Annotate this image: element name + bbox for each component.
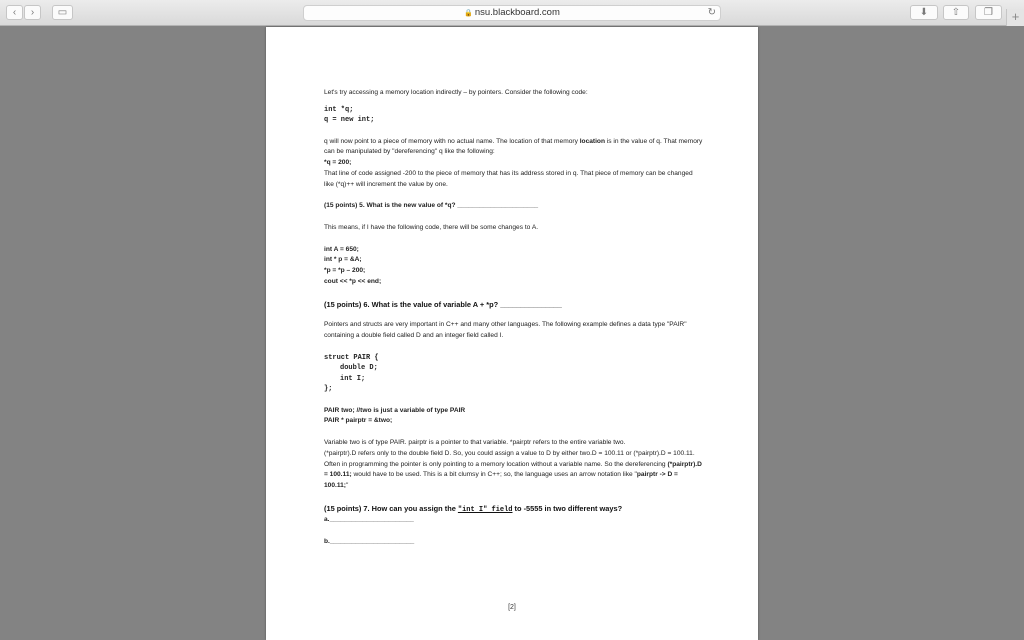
reload-icon[interactable]: ↻ bbox=[707, 7, 716, 18]
structs-text: Pointers and structs are very important in C++ and many other languages. The following example defines a data type "PAIR" containing a double field called D and an integer field called I. bbox=[324, 321, 687, 340]
variable-text: Variable two is of type PAIR. pairptr is a pointer to that variable. *pairptr refers to the entire variable two. bbox=[324, 438, 626, 446]
plus-icon: + bbox=[1011, 9, 1020, 24]
tabs-icon: ❐ bbox=[984, 7, 993, 18]
url-text: nsu.blackboard.com bbox=[474, 7, 560, 18]
intro-text: Let's try accessing a memory location indirectly – by pointers. Consider the following code: bbox=[324, 89, 588, 96]
address-bar[interactable] bbox=[303, 5, 721, 21]
browser-toolbar bbox=[0, 0, 1024, 26]
document-page bbox=[266, 27, 758, 640]
share-button[interactable] bbox=[943, 5, 969, 20]
share-icon: ⇧ bbox=[951, 7, 961, 18]
assignment-explanation: That line of code assigned -200 to the piece of memory that has its address stored in q. That piece of memory can be changed like (*q)++ will increment the value by one. bbox=[324, 169, 693, 188]
download-button[interactable] bbox=[910, 5, 938, 20]
page-number: [2] bbox=[508, 604, 516, 611]
code-block-a: int A = 650; int * p = &A; *p = *p – 200; cout << *p << end; bbox=[324, 245, 382, 285]
code-block-pair: PAIR two; //two is just a variable of type PAIR PAIR * pairptr = &two; bbox=[324, 406, 466, 425]
changes-text: This means, if I have the following code, there will be some changes to A. bbox=[324, 223, 539, 231]
question-7: (15 points) 7. How can you assign the "int I" field to -5555 in two different ways? bbox=[324, 503, 623, 514]
code-block-q: int *q; q = new int; bbox=[324, 105, 375, 125]
pointer-explanation: q will now point to a piece of memory with no actual name. The location of that memory location is in the value of q. That memory can be manipulated by "dereferencing" q like the following: bbox=[324, 137, 703, 156]
forward-icon: › bbox=[30, 7, 35, 18]
back-icon: ‹ bbox=[12, 7, 17, 18]
lock-icon: 🔒 bbox=[464, 10, 473, 17]
sidebar-icon: ▭ bbox=[57, 7, 68, 18]
new-tab-button[interactable] bbox=[1006, 9, 1024, 26]
forward-button[interactable] bbox=[24, 5, 41, 20]
tabs-button[interactable] bbox=[975, 5, 1002, 20]
back-button[interactable] bbox=[6, 5, 23, 20]
code-line: *q = 200; bbox=[324, 159, 352, 167]
code-block-struct: struct PAIR { double D; int I; }; bbox=[324, 353, 379, 394]
dereference-text: (*pairptr).D refers only to the double field D. So, you could assign a value to D by either two.D = 100.11 or (*pairptr).D = 100.11. Often in programming the pointer is only pointing to a memory location without a variable name. So the dereferencing (*pairptr).D = 100.11; would have to be used. This is a bit clumsy in C++; so, the language uses an arrow notation like "pairptr -> D = 100.11;" bbox=[324, 449, 702, 490]
answer-a: a._______________________ bbox=[324, 516, 414, 524]
document-body bbox=[324, 88, 704, 548]
sidebar-button[interactable] bbox=[52, 5, 73, 20]
question-5: (15 points) 5. What is the new value of *q? ______________________ bbox=[324, 202, 539, 210]
answer-b: b._______________________ bbox=[324, 537, 415, 545]
question-6: (15 points) 6. What is the value of variable A + *p? _______________ bbox=[324, 299, 562, 309]
download-icon: ⬇ bbox=[919, 7, 929, 18]
